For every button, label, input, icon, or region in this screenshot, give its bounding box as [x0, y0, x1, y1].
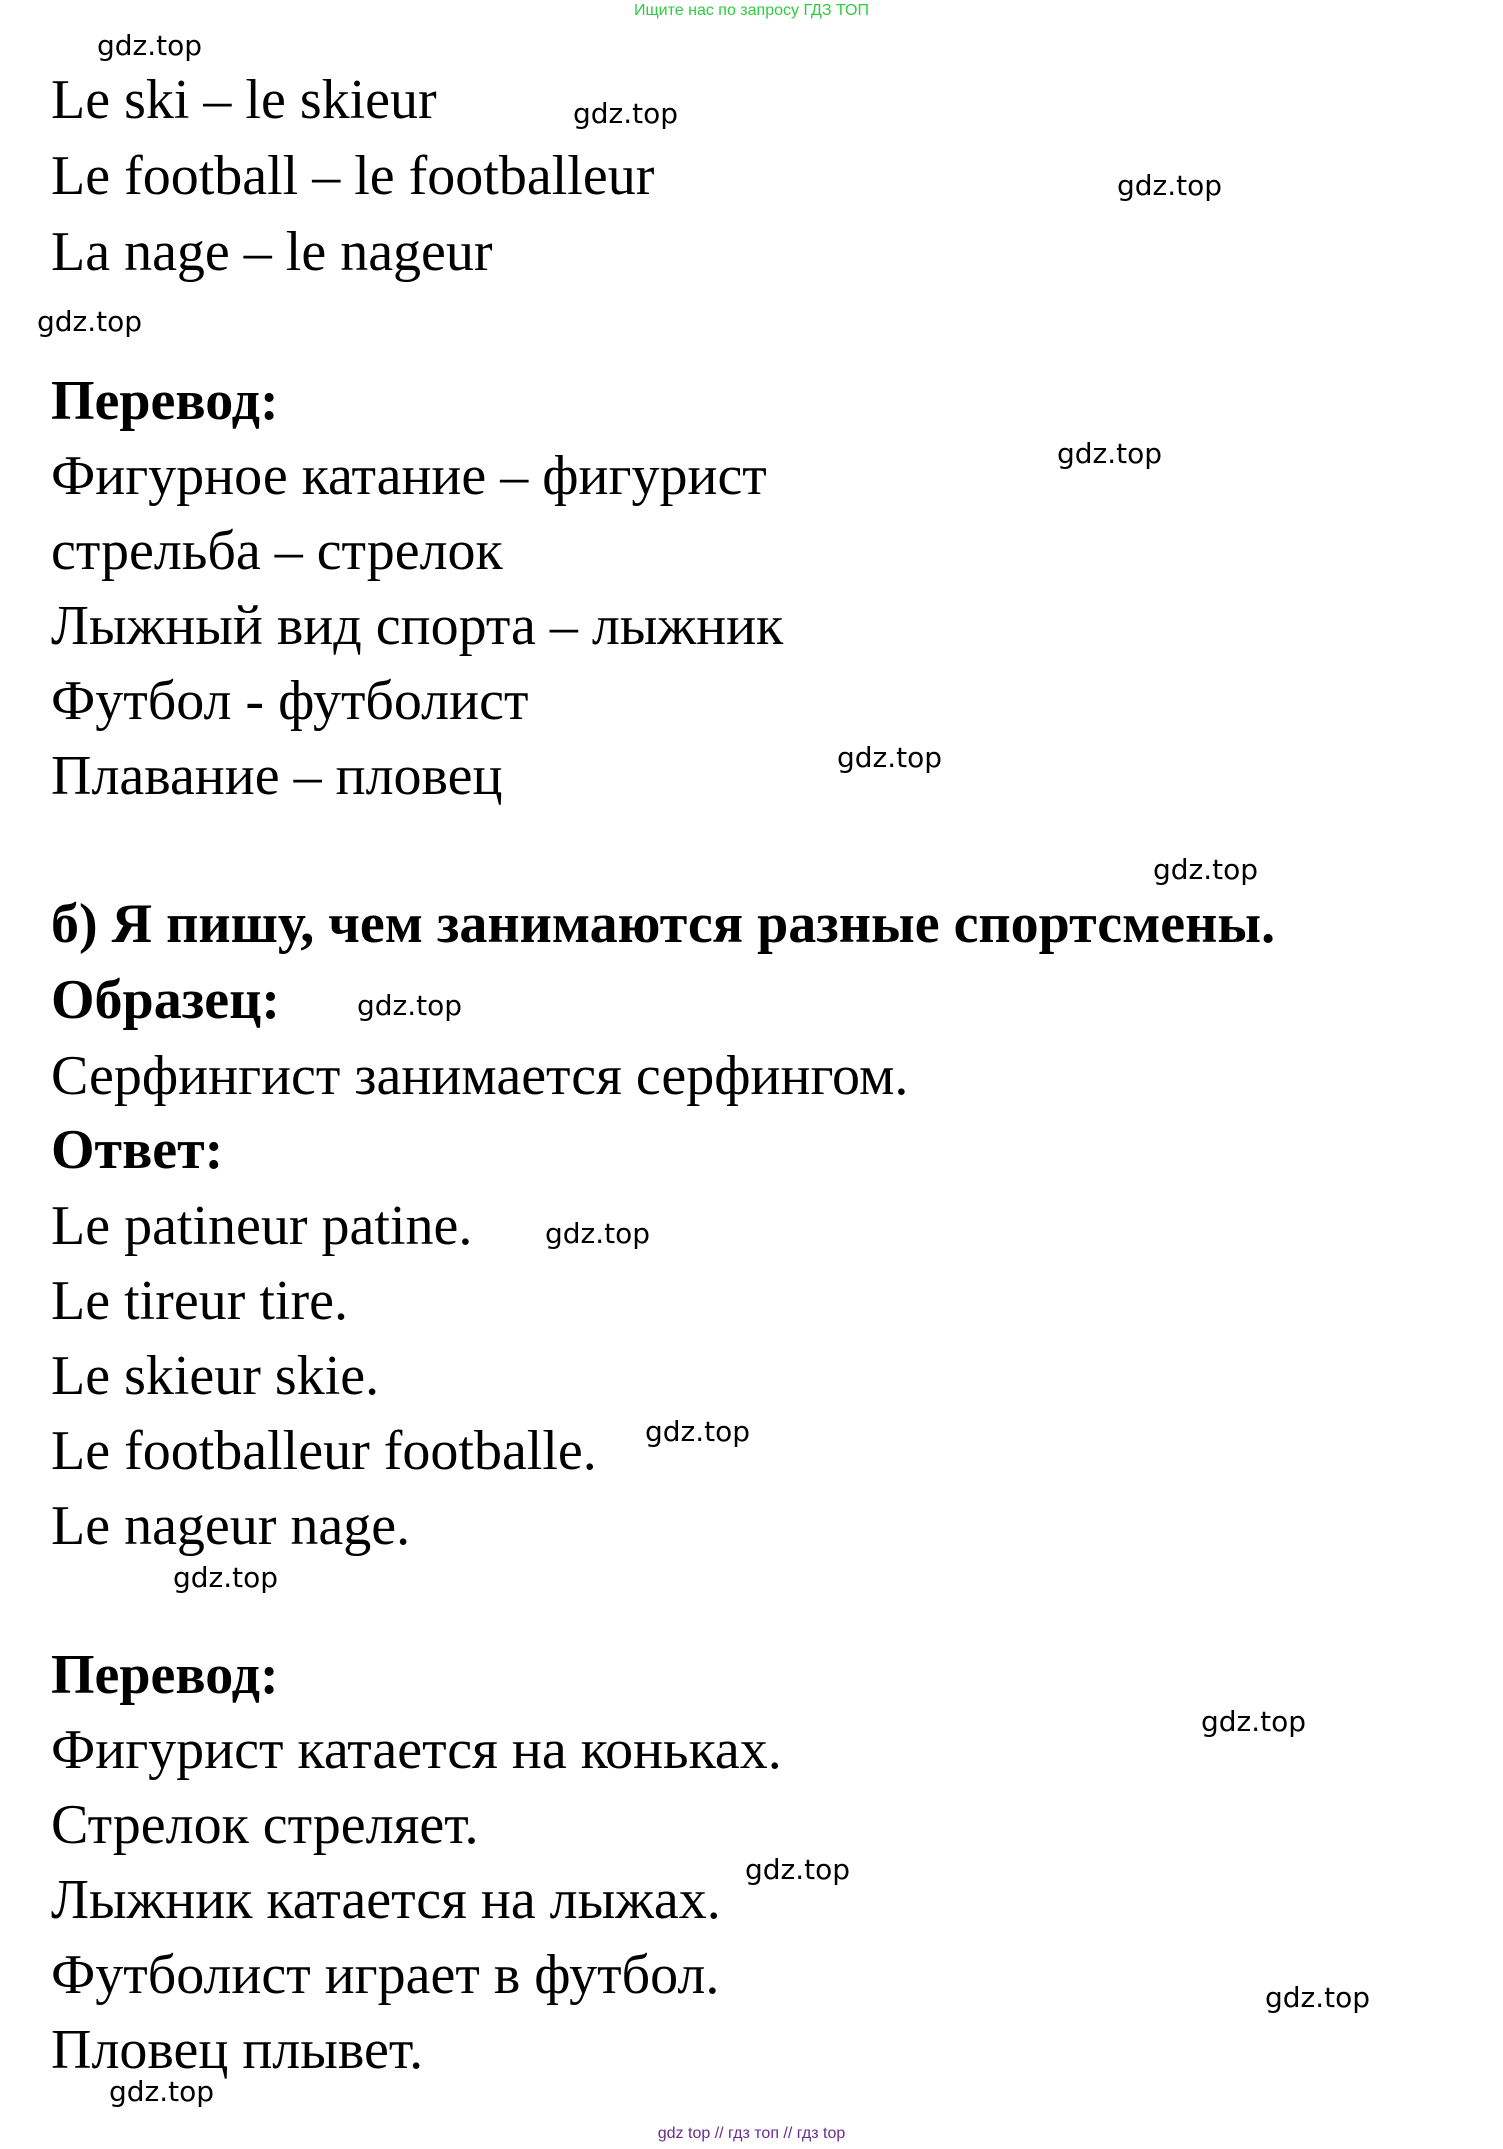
translation2-line-4: Футболист играет в футбол. — [51, 1944, 720, 2006]
translation2-line-3: Лыжник катается на лыжах. — [51, 1869, 721, 1931]
answer-line-1: Le patineur patine. — [51, 1195, 473, 1257]
translation-heading-1: Перевод: — [51, 370, 279, 432]
watermark: gdz.top — [1057, 437, 1163, 470]
answer-line-3: Le skieur skie. — [51, 1345, 380, 1407]
sample-heading: Образец: — [51, 969, 280, 1031]
top-banner: Ищите нас по запросу ГДЗ ТОП — [634, 2, 869, 19]
watermark: gdz.top — [645, 1415, 751, 1448]
watermark: gdz.top — [173, 1561, 279, 1594]
watermark: gdz.top — [837, 741, 943, 774]
answer-heading: Ответ: — [51, 1119, 224, 1181]
section1-line-3: La nage – le nageur — [51, 221, 493, 283]
translation1-line-4: Футбол - футболист — [51, 670, 529, 732]
watermark: gdz.top — [97, 29, 203, 62]
footer-text: gdz top // гдз топ // гдз top — [657, 2125, 846, 2142]
translation1-line-2: стрельба – стрелок — [51, 520, 503, 582]
task-b-heading: б) Я пишу, чем занимаются разные спортсмены. — [51, 893, 1276, 955]
answer-line-2: Le tireur tire. — [51, 1270, 348, 1332]
answer-line-5: Le nageur nage. — [51, 1495, 411, 1557]
translation1-line-3: Лыжный вид спорта – лыжник — [51, 595, 784, 657]
watermark: gdz.top — [109, 2075, 215, 2108]
translation-heading-2: Перевод: — [51, 1644, 279, 1706]
translation1-line-5: Плавание – пловец — [51, 745, 503, 807]
translation1-line-1: Фигурное катание – фигурист — [51, 445, 767, 507]
watermark: gdz.top — [573, 97, 679, 130]
watermark: gdz.top — [545, 1217, 651, 1250]
watermark: gdz.top — [1201, 1705, 1307, 1738]
watermark: gdz.top — [745, 1853, 851, 1886]
sample-line: Серфингист занимается серфингом. — [51, 1045, 909, 1107]
section1-line-1: Le ski – le skieur — [51, 69, 437, 131]
watermark: gdz.top — [1117, 169, 1223, 202]
section1-line-2: Le football – le footballeur — [51, 145, 655, 207]
answer-line-4: Le footballeur footballe. — [51, 1420, 597, 1482]
translation2-line-1: Фигурист катается на коньках. — [51, 1719, 782, 1781]
watermark: gdz.top — [37, 305, 143, 338]
translation2-line-2: Стрелок стреляет. — [51, 1794, 479, 1856]
watermark: gdz.top — [357, 989, 463, 1022]
watermark: gdz.top — [1153, 853, 1259, 886]
watermark: gdz.top — [1265, 1981, 1371, 2014]
translation2-line-5: Пловец плывет. — [51, 2019, 424, 2081]
